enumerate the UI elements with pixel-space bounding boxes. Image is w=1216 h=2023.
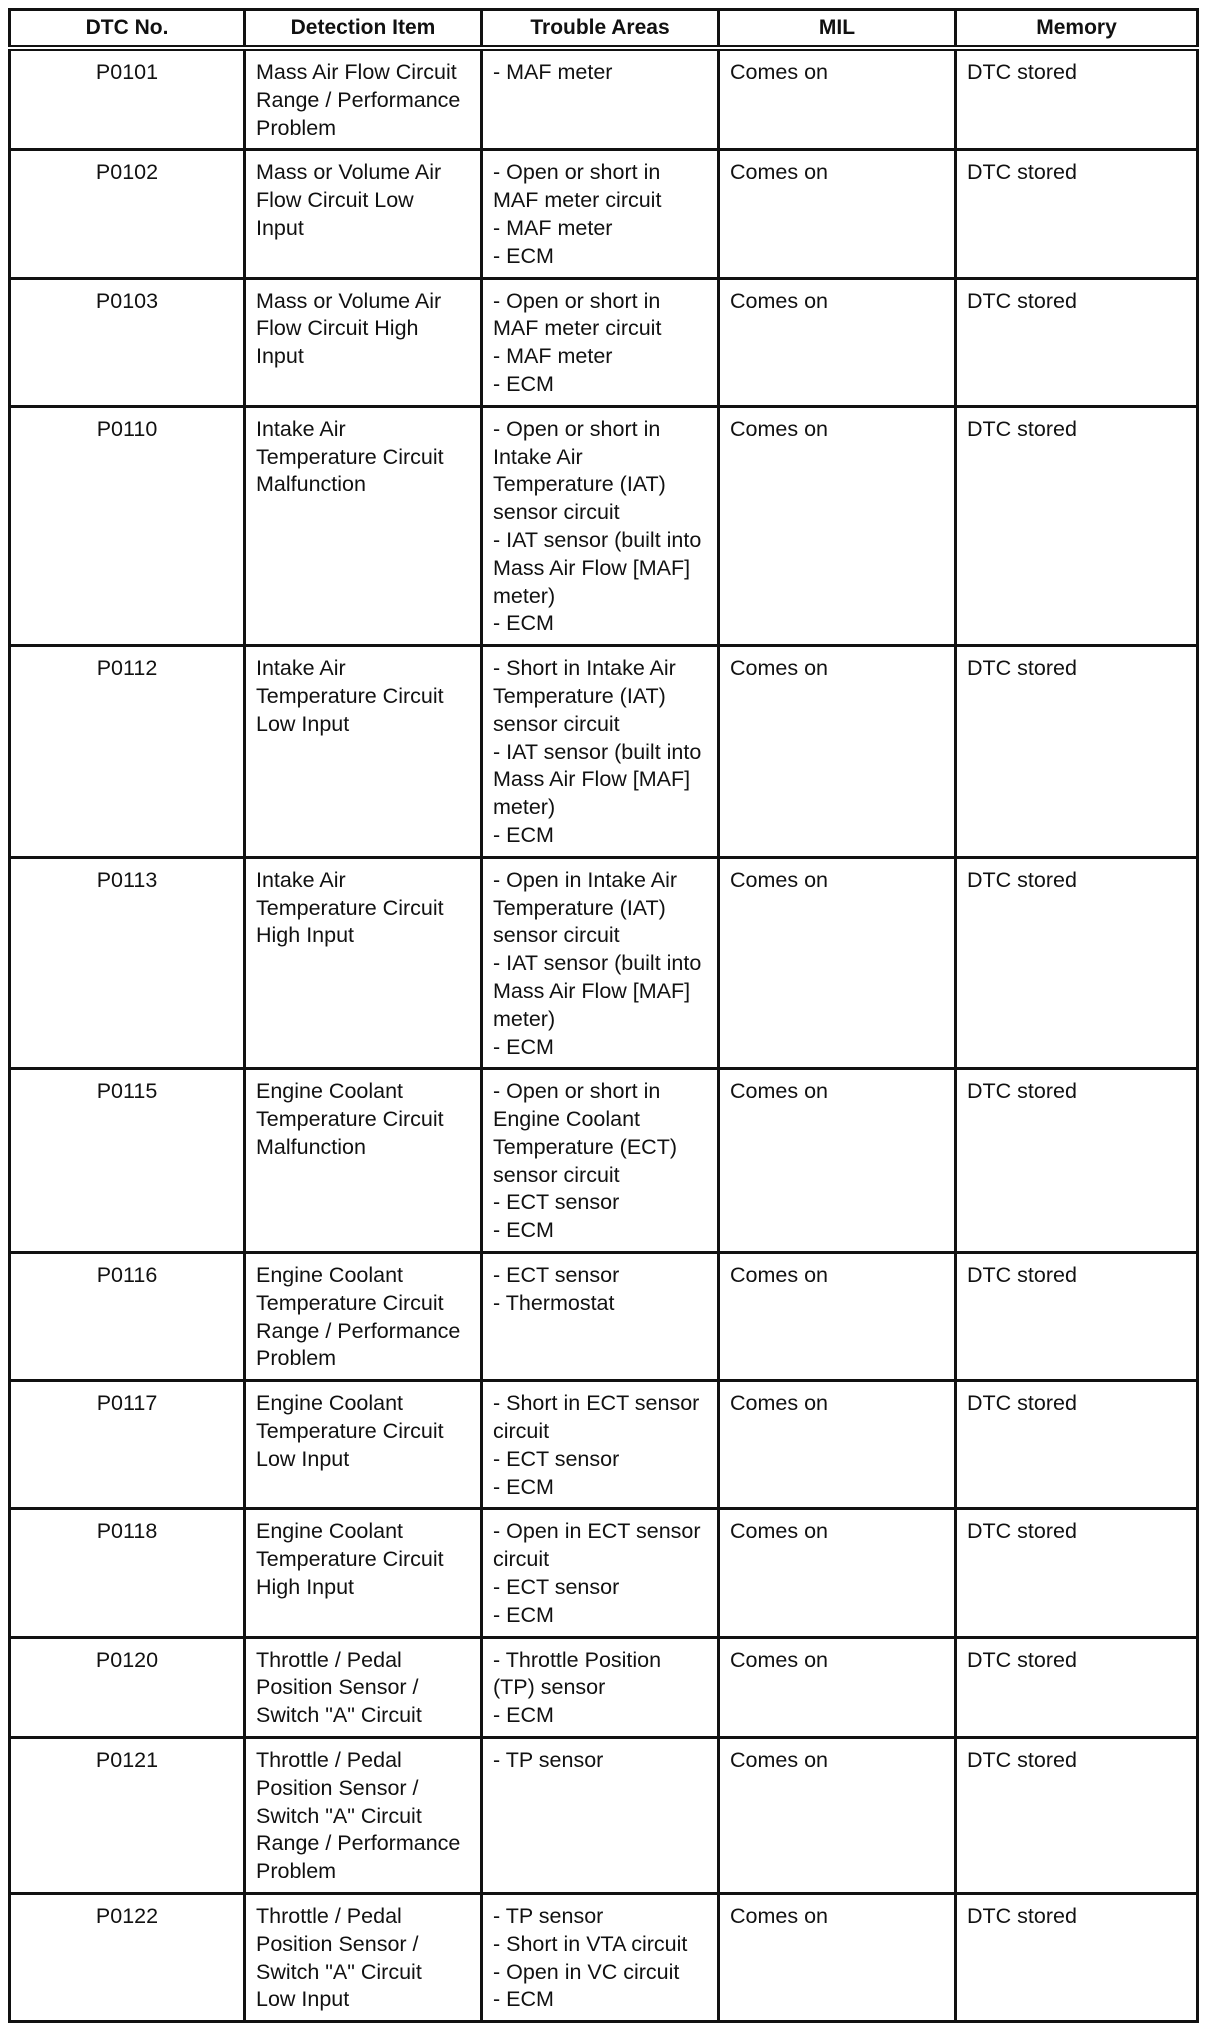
- mil-cell: Comes on: [719, 857, 956, 1069]
- dtc-code-cell: P0121: [10, 1738, 245, 1894]
- memory-cell: DTC stored: [956, 406, 1198, 645]
- dtc-code-cell: P0113: [10, 857, 245, 1069]
- trouble-areas-cell: - ECT sensor - Thermostat: [482, 1253, 719, 1381]
- detection-item-cell: Engine Coolant Temperature Circuit Malfunction: [245, 1069, 482, 1253]
- table-row: [10, 1509, 1198, 1637]
- dtc-table-body: [10, 48, 1198, 2022]
- memory-cell: DTC stored: [956, 1069, 1198, 1253]
- detection-item-cell: Throttle / Pedal Position Sensor / Switch "A" Circuit Range / Performance Problem: [245, 1738, 482, 1894]
- memory-cell: DTC stored: [956, 1509, 1198, 1637]
- table-row: [10, 1894, 1198, 2022]
- dtc-code-cell: P0101: [10, 48, 245, 150]
- dtc-code-cell: P0110: [10, 406, 245, 645]
- header-detection-item: Detection Item: [245, 10, 482, 49]
- table-row: [10, 646, 1198, 858]
- memory-cell: DTC stored: [956, 1637, 1198, 1737]
- dtc-code-cell: P0122: [10, 1894, 245, 2022]
- header-memory: Memory: [956, 10, 1198, 49]
- memory-cell: DTC stored: [956, 48, 1198, 150]
- mil-cell: Comes on: [719, 1894, 956, 2022]
- detection-item-cell: Intake Air Temperature Circuit High Input: [245, 857, 482, 1069]
- dtc-code-cell: P0103: [10, 278, 245, 406]
- mil-cell: Comes on: [719, 406, 956, 645]
- table-row: [10, 857, 1198, 1069]
- detection-item-cell: Intake Air Temperature Circuit Low Input: [245, 646, 482, 858]
- mil-cell: Comes on: [719, 1637, 956, 1737]
- memory-cell: DTC stored: [956, 150, 1198, 278]
- trouble-areas-cell: - Open or short in MAF meter circuit - MAF meter - ECM: [482, 278, 719, 406]
- header-row: [10, 10, 1198, 49]
- detection-item-cell: Engine Coolant Temperature Circuit Range / Performance Problem: [245, 1253, 482, 1381]
- table-row: [10, 150, 1198, 278]
- detection-item-cell: Engine Coolant Temperature Circuit High Input: [245, 1509, 482, 1637]
- header-dtc-no: DTC No.: [10, 10, 245, 49]
- table-row: [10, 406, 1198, 645]
- detection-item-cell: Mass or Volume Air Flow Circuit High Input: [245, 278, 482, 406]
- dtc-code-cell: P0102: [10, 150, 245, 278]
- trouble-areas-cell: - MAF meter: [482, 48, 719, 150]
- mil-cell: Comes on: [719, 1509, 956, 1637]
- dtc-code-cell: P0116: [10, 1253, 245, 1381]
- trouble-areas-cell: - Open or short in Engine Coolant Temperature (ECT) sensor circuit - ECT sensor - ECM: [482, 1069, 719, 1253]
- dtc-code-cell: P0117: [10, 1381, 245, 1509]
- header-trouble-areas: Trouble Areas: [482, 10, 719, 49]
- memory-cell: DTC stored: [956, 1894, 1198, 2022]
- table-row: [10, 278, 1198, 406]
- mil-cell: Comes on: [719, 150, 956, 278]
- memory-cell: DTC stored: [956, 1381, 1198, 1509]
- detection-item-cell: Engine Coolant Temperature Circuit Low Input: [245, 1381, 482, 1509]
- trouble-areas-cell: - Open in Intake Air Temperature (IAT) sensor circuit - IAT sensor (built into Mass Air Flow [MAF] meter) - ECM: [482, 857, 719, 1069]
- mil-cell: Comes on: [719, 1069, 956, 1253]
- dtc-table: [8, 8, 1199, 2023]
- memory-cell: DTC stored: [956, 646, 1198, 858]
- detection-item-cell: Mass or Volume Air Flow Circuit Low Input: [245, 150, 482, 278]
- trouble-areas-cell: - Open or short in Intake Air Temperature (IAT) sensor circuit - IAT sensor (built into Mass Air Flow [MAF] meter) - ECM: [482, 406, 719, 645]
- dtc-table-header: [10, 10, 1198, 49]
- mil-cell: Comes on: [719, 646, 956, 858]
- trouble-areas-cell: - TP sensor: [482, 1738, 719, 1894]
- detection-item-cell: Throttle / Pedal Position Sensor / Switch "A" Circuit: [245, 1637, 482, 1737]
- dtc-code-cell: P0115: [10, 1069, 245, 1253]
- detection-item-cell: Mass Air Flow Circuit Range / Performance Problem: [245, 48, 482, 150]
- table-row: [10, 1381, 1198, 1509]
- trouble-areas-cell: - TP sensor - Short in VTA circuit - Open in VC circuit - ECM: [482, 1894, 719, 2022]
- dtc-code-cell: P0118: [10, 1509, 245, 1637]
- mil-cell: Comes on: [719, 1738, 956, 1894]
- table-row: [10, 48, 1198, 150]
- mil-cell: Comes on: [719, 1381, 956, 1509]
- table-row: [10, 1738, 1198, 1894]
- dtc-code-cell: P0120: [10, 1637, 245, 1737]
- trouble-areas-cell: - Open or short in MAF meter circuit - MAF meter - ECM: [482, 150, 719, 278]
- memory-cell: DTC stored: [956, 1253, 1198, 1381]
- mil-cell: Comes on: [719, 1253, 956, 1381]
- trouble-areas-cell: - Open in ECT sensor circuit - ECT sensor - ECM: [482, 1509, 719, 1637]
- trouble-areas-cell: - Short in Intake Air Temperature (IAT) sensor circuit - IAT sensor (built into Mass Air Flow [MAF] meter) - ECM: [482, 646, 719, 858]
- table-row: [10, 1069, 1198, 1253]
- detection-item-cell: Throttle / Pedal Position Sensor / Switch "A" Circuit Low Input: [245, 1894, 482, 2022]
- dtc-code-cell: P0112: [10, 646, 245, 858]
- table-row: [10, 1253, 1198, 1381]
- table-row: [10, 1637, 1198, 1737]
- dtc-table-sheet: [8, 8, 1196, 2023]
- memory-cell: DTC stored: [956, 1738, 1198, 1894]
- trouble-areas-cell: - Short in ECT sensor circuit - ECT sensor - ECM: [482, 1381, 719, 1509]
- detection-item-cell: Intake Air Temperature Circuit Malfunction: [245, 406, 482, 645]
- trouble-areas-cell: - Throttle Position (TP) sensor - ECM: [482, 1637, 719, 1737]
- memory-cell: DTC stored: [956, 278, 1198, 406]
- header-mil: MIL: [719, 10, 956, 49]
- mil-cell: Comes on: [719, 48, 956, 150]
- memory-cell: DTC stored: [956, 857, 1198, 1069]
- mil-cell: Comes on: [719, 278, 956, 406]
